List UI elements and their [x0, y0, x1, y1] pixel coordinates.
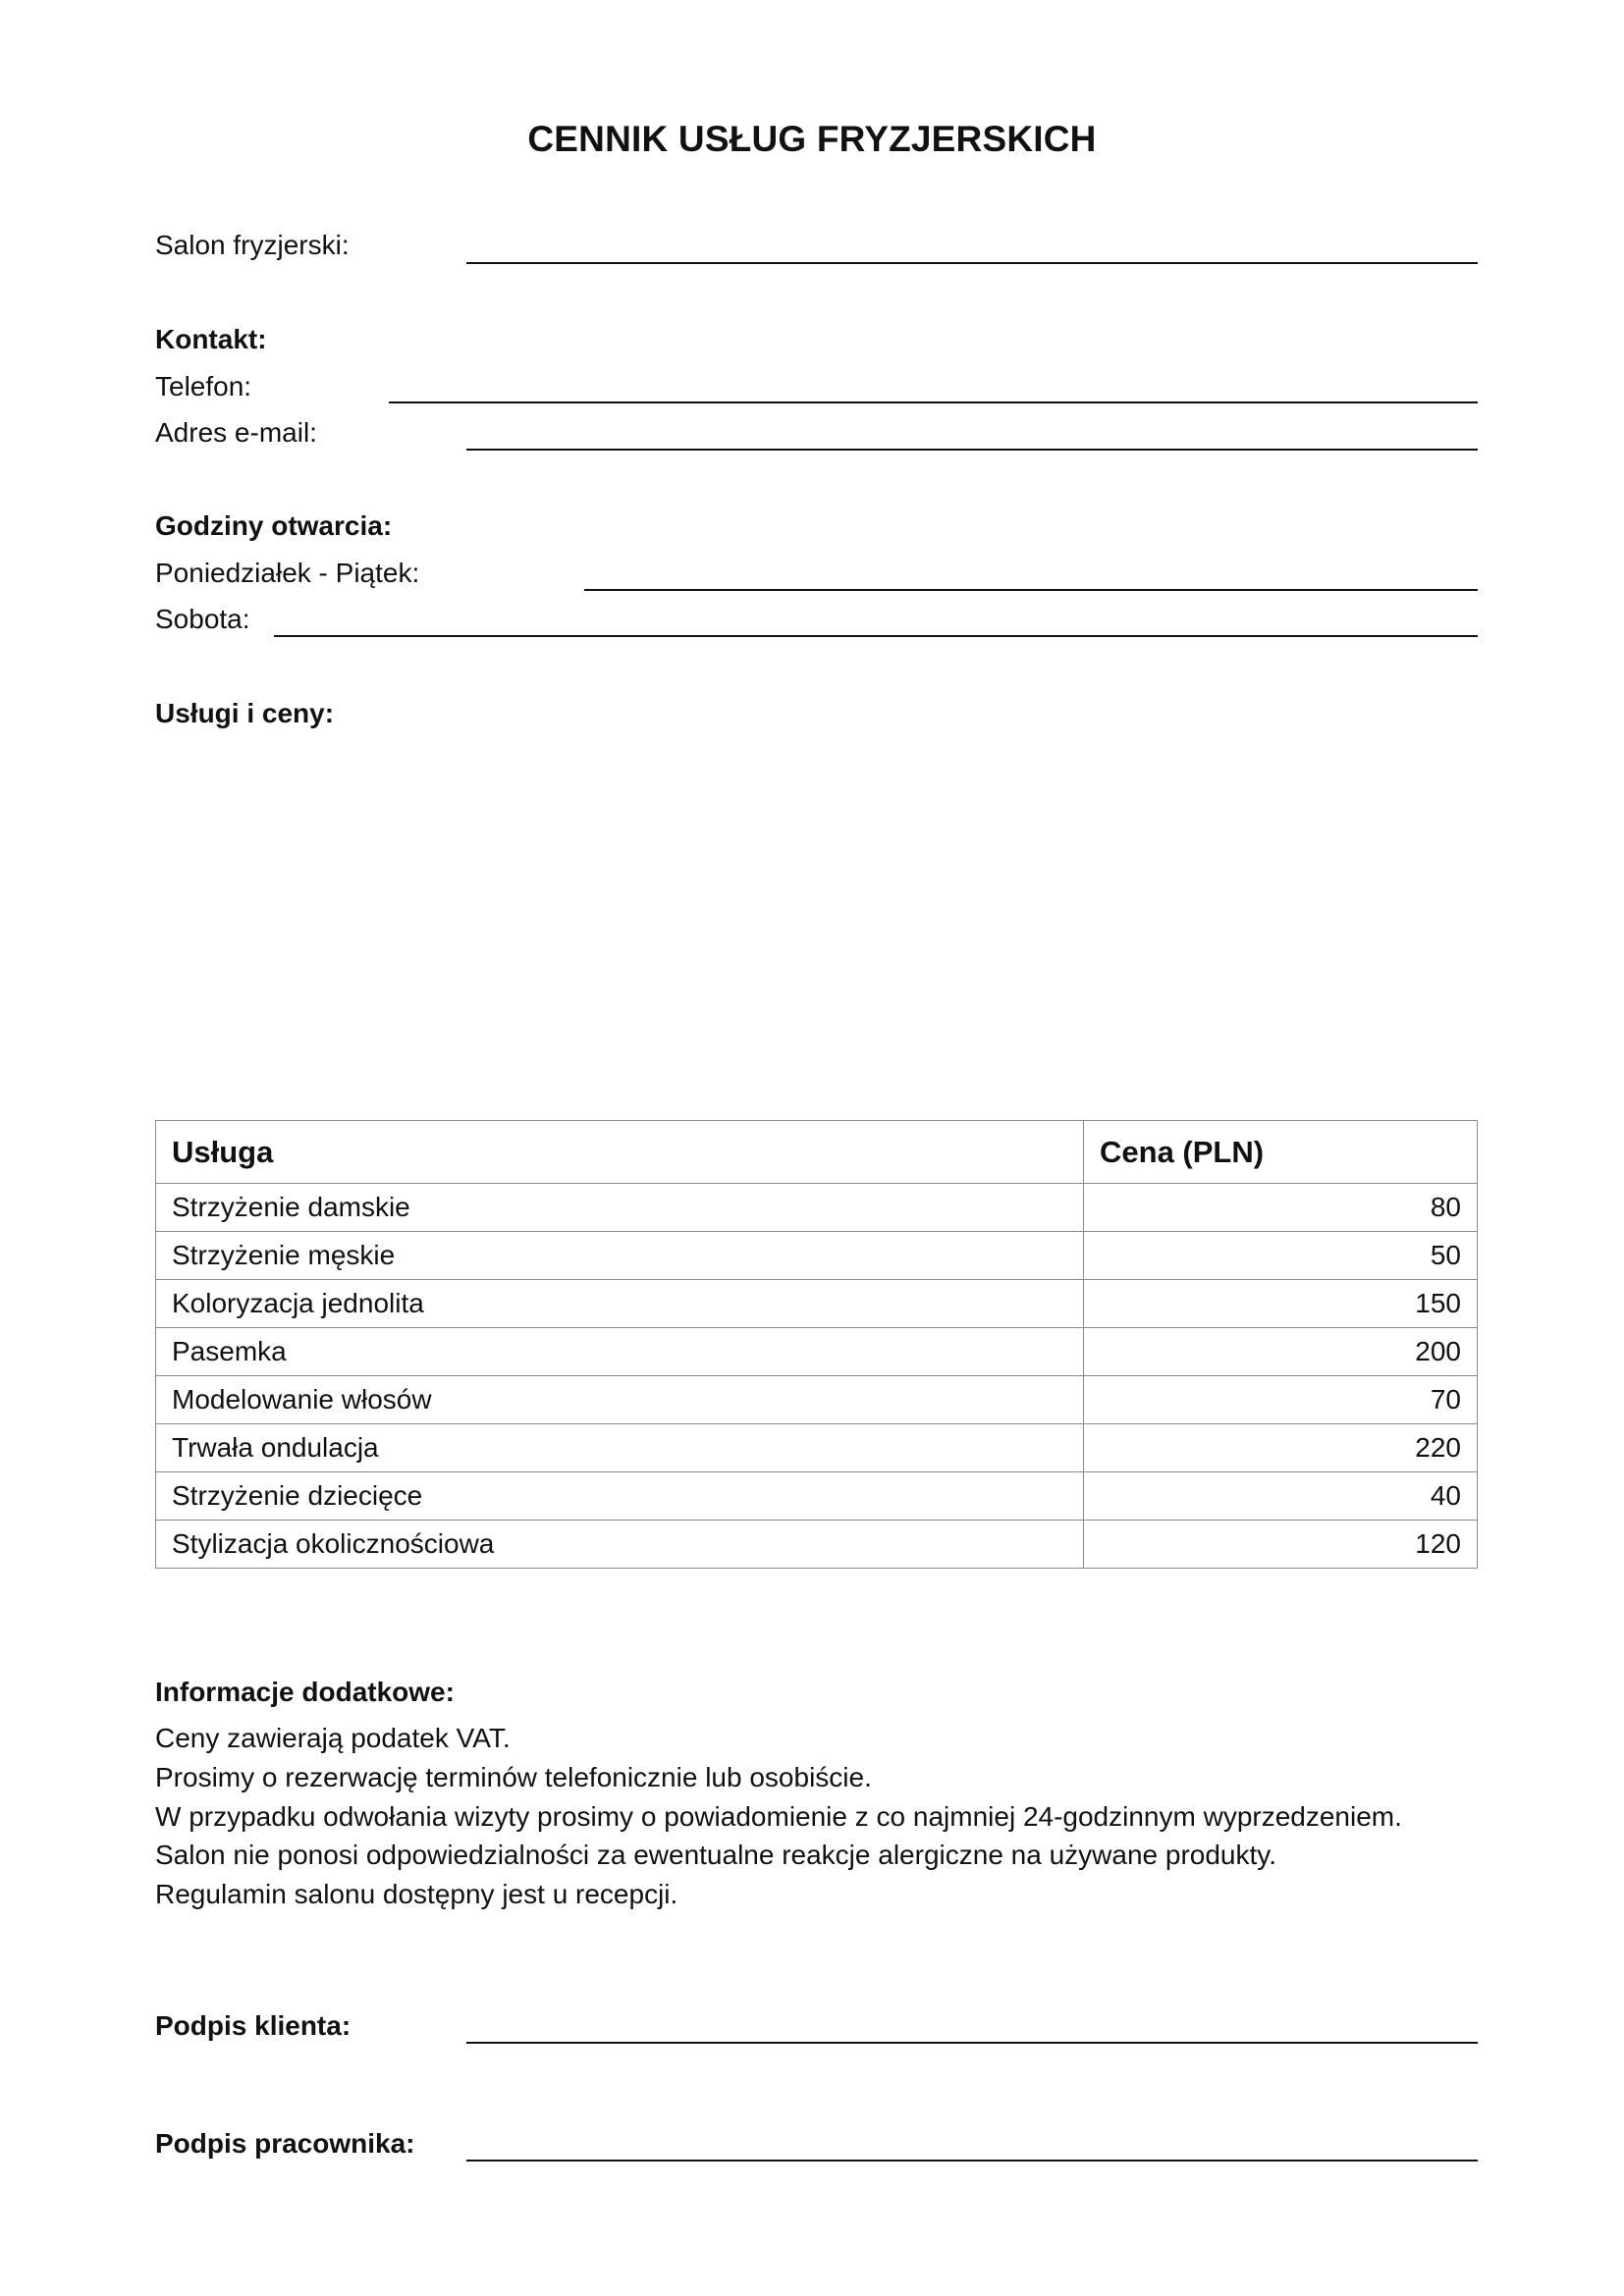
info-line: Regulamin salonu dostępny jest u recepcji. — [155, 1879, 678, 1909]
table-row — [156, 1184, 1478, 1232]
client-signature-label: Podpis klienta: — [155, 2010, 352, 2041]
table-row — [156, 1280, 1478, 1328]
saturday-hours-label: Sobota: — [155, 604, 250, 634]
service-price: 40 — [1084, 1472, 1478, 1521]
page-title: CENNIK USŁUG FRYZJERSKICH — [527, 119, 1097, 159]
column-header-price: Cena (PLN) — [1084, 1121, 1478, 1184]
service-name: Strzyżenie męskie — [156, 1232, 1084, 1280]
saturday-hours-field[interactable] — [274, 635, 1478, 637]
service-price: 70 — [1084, 1376, 1478, 1424]
email-field[interactable] — [466, 449, 1478, 451]
column-header-service: Usługa — [156, 1121, 1084, 1184]
client-signature-field[interactable] — [466, 2042, 1478, 2044]
table-row — [156, 1424, 1478, 1472]
salon-name-label: Salon fryzjerski: — [155, 230, 350, 260]
table-row — [156, 1521, 1478, 1569]
phone-field[interactable] — [389, 401, 1478, 403]
services-heading: Usługi i ceny: — [155, 698, 335, 728]
service-price: 150 — [1084, 1280, 1478, 1328]
info-line: Salon nie ponosi odpowiedzialności za ewentualne reakcje alergiczne na używane produkty. — [155, 1840, 1276, 1870]
contact-heading: Kontakt: — [155, 324, 267, 354]
service-name: Strzyżenie dziecięce — [156, 1472, 1084, 1521]
service-price: 120 — [1084, 1521, 1478, 1569]
service-name: Pasemka — [156, 1328, 1084, 1376]
service-price: 220 — [1084, 1424, 1478, 1472]
service-name: Trwała ondulacja — [156, 1424, 1084, 1472]
service-name: Modelowanie włosów — [156, 1376, 1084, 1424]
weekdays-hours-field[interactable] — [584, 589, 1478, 591]
table-row — [156, 1328, 1478, 1376]
opening-hours-heading: Godziny otwarcia: — [155, 510, 393, 541]
salon-name-field[interactable] — [466, 262, 1478, 264]
table-row — [156, 1472, 1478, 1521]
info-line: Prosimy o rezerwację terminów telefonicznie lub osobiście. — [155, 1762, 872, 1792]
info-line: Ceny zawierają podatek VAT. — [155, 1723, 511, 1753]
phone-label: Telefon: — [155, 371, 252, 401]
service-name: Strzyżenie damskie — [156, 1184, 1084, 1232]
table-row — [156, 1232, 1478, 1280]
services-table — [155, 1120, 1478, 1569]
employee-signature-label: Podpis pracownika: — [155, 2128, 415, 2159]
additional-info-heading: Informacje dodatkowe: — [155, 1677, 455, 1707]
employee-signature-field[interactable] — [466, 2160, 1478, 2162]
service-name: Stylizacja okolicznościowa — [156, 1521, 1084, 1569]
table-header-row — [156, 1121, 1478, 1184]
service-price: 200 — [1084, 1328, 1478, 1376]
service-name: Koloryzacja jednolita — [156, 1280, 1084, 1328]
service-price: 80 — [1084, 1184, 1478, 1232]
email-label: Adres e-mail: — [155, 417, 317, 448]
table-row — [156, 1376, 1478, 1424]
weekdays-hours-label: Poniedziałek - Piątek: — [155, 558, 420, 588]
service-price: 50 — [1084, 1232, 1478, 1280]
info-line: W przypadku odwołania wizyty prosimy o powiadomienie z co najmniej 24-godzinnym wyprzedzeniem. — [155, 1801, 1402, 1832]
